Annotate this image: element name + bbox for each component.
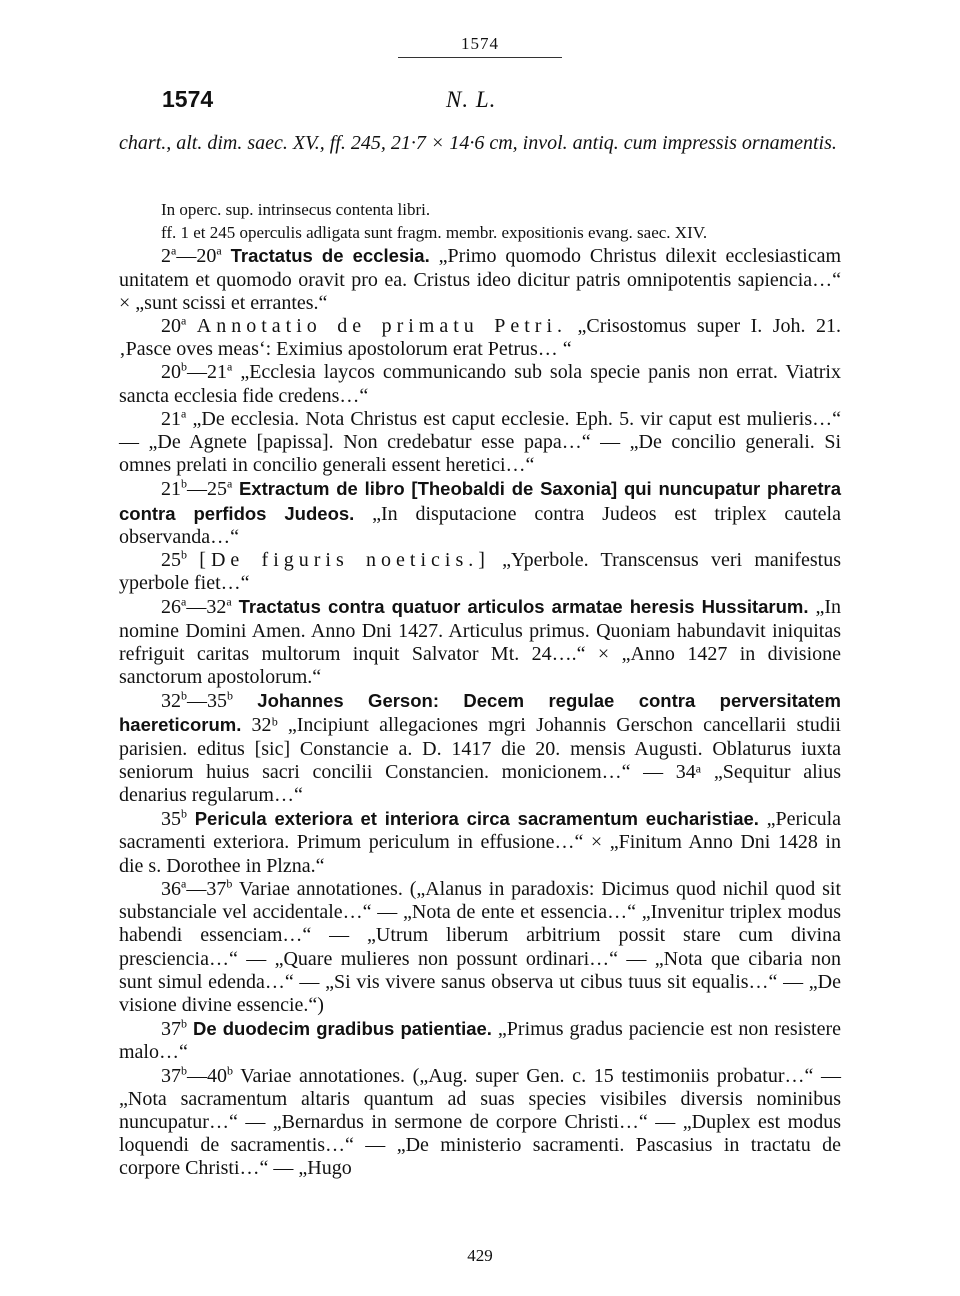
entry-text: „De ecclesia. Nota Christus est caput ecclesie. Eph. 5. vir caput est mulieris…“ — „De Agnete [papissa]. Non credebatur esse papa…“ — „De concilio generali. Si omnes prelati in concilio generali essent heretici…“ <box>119 407 841 477</box>
folio-ref: 35 <box>161 808 181 831</box>
section-title: [De figuris noeticis.] <box>199 549 490 572</box>
folio-side: a <box>181 313 187 328</box>
folio-side: b <box>181 547 187 562</box>
content-entry <box>119 477 841 549</box>
folio-side: a <box>181 876 187 891</box>
content-entry <box>119 361 841 407</box>
section-title: Tractatus contra quatuor articulos armatae heresis Hussitarum. <box>238 596 809 618</box>
folio-side: a <box>216 243 222 258</box>
folio-side: a <box>227 476 233 491</box>
folio-ref: 20 <box>161 315 181 338</box>
folio-side: b <box>227 688 233 703</box>
section-title: Tractatus de ecclesia. <box>230 245 430 267</box>
folio-side: a <box>181 406 187 421</box>
folio-side: a <box>171 243 177 258</box>
entry-text: „Pericula sacramenti exteriora. Primum periculum in effusione…“ × „Finitum Anno Dni 1428 in die s. Dorothee in Plzna.“ <box>119 808 842 877</box>
folio-side: b <box>181 476 187 491</box>
content-entry <box>119 878 841 1017</box>
content-entry <box>119 807 841 878</box>
folio-side: b <box>181 806 187 821</box>
entry-text: Variae annotationes. („Aug. super Gen. c. 15 testimoniis probatur…“ — „Nota sacramentum altaris quantum ad suas species visibiles diversis nominibus nuncupatur…“ — „Bernardus in sermone de corpore Christi…“ — „Duplex est modus loquendi de sacramentis…“ — „De ministerio sacramenti. Pascasius in tractatu de corpore Christi…“ — „Hugo <box>119 1064 841 1180</box>
folio-side: b <box>227 1062 233 1077</box>
folio-side: a <box>181 594 187 609</box>
content-entry <box>119 595 841 689</box>
content-entry <box>119 315 841 361</box>
manuscript-signature: N. L. <box>446 87 497 112</box>
section-title: Johannes Gerson: Decem regulae contra perversitatem haereticorum. <box>119 690 841 736</box>
page-number: 429 <box>467 1246 493 1265</box>
content-entry <box>119 408 841 478</box>
running-head: 1574 <box>461 34 499 53</box>
entry-text: „Crisostomus super I. Joh. 21. ‚Pasce oves meas‘: Eximius apostolorum erat Petrus… “ <box>119 315 841 361</box>
entry-text: „In disputacione contra Judeos est triplex cautela observanda…“ <box>119 502 841 548</box>
entry-body <box>119 198 841 1181</box>
folio-range-end: —20 <box>176 245 217 268</box>
content-entry <box>119 689 841 807</box>
section-title: De duodecim gradibus patientiae. <box>192 1018 492 1040</box>
note-line: ff. 1 et 245 operculis adligata sunt fragm. membr. expositionis evang. saec. XIV. <box>161 223 708 243</box>
folio-ref: 26 <box>161 596 181 619</box>
folio-range-end: —40 <box>187 1064 227 1087</box>
contents-list <box>119 244 841 1180</box>
folio-ref: 37 <box>161 1018 181 1041</box>
content-entry <box>119 549 841 595</box>
content-entry <box>119 1017 841 1064</box>
entry-text: Variae annotationes. („Alanus in paradoxis: Dicimus quod nichil quod sit substanciale vel accidentale…“ — „Nota de ente et essencia…“ „Invenitur triplex modus habendi essenciam…“ — „Utrum liberum arbitrium possit stare cum divina presciencia…“ — „Quare mulieres non possunt ordinari…“ — „Nota que cibaria non sunt simul edenda…“ — „Si vis vivere sanus observa ut cibus tuus sit equalis…“ — „De visione divine essencie.“) <box>119 877 841 1016</box>
content-entry <box>119 1062 841 1181</box>
folio-ref: 2 <box>161 245 171 268</box>
content-entry <box>119 244 841 315</box>
folio-ref: 21 <box>161 478 181 501</box>
folio-ref: 32 <box>161 690 181 713</box>
section-title: Extractum de libro [Theobaldi de Saxonia] qui nuncupatur pharetra contra perfidos Judeos. <box>119 478 842 524</box>
entry-text: „Yperbole. Transcensus veri manifestus yperbole fiet…“ <box>119 549 841 595</box>
folio-ref: 21 <box>161 407 181 430</box>
folio-ref: 37 <box>161 1064 181 1087</box>
physical-description: chart., alt. dim. saec. XV., ff. 245, 21·7 × 14·6 cm, invol. antiq. cum impressis ornamentis. <box>119 132 837 154</box>
section-title: Annotatio de primatu Petri. <box>196 315 568 338</box>
entry-text: „Ecclesia laycos communicando sub sola specie panis non errat. Viatrix sancta ecclesia fide credens…“ <box>119 361 841 407</box>
header-rule <box>398 57 562 58</box>
entry-text: „Primus gradus paciencie est non resistere malo…“ <box>119 1018 841 1064</box>
folio-side: a <box>226 594 232 609</box>
folio-range-end: —25 <box>187 478 227 501</box>
folio-range-end: —32 <box>186 596 227 619</box>
section-title: Pericula exteriora et interiora circa sacramentum eucharistiae. <box>194 808 759 830</box>
folio-side: a <box>227 359 233 374</box>
folio-side: b <box>226 876 233 891</box>
entry-text: 32ᵇ „Incipiunt allegaciones mgri Johannis Gerschon cancellarii studii parisien. editus [sic] Constancie a. D. 1417 die 20. mensis Augusti. Oblaturus iuxta seniorum huius sacri concilii Constancien. monicionem…“ — 34ᵃ „Sequitur alius denarius regularum…“ <box>119 714 841 807</box>
entry-text: „In nomine Domini Amen. Anno Dni 1427. Articulus primus. Quoniam habundavit iniquitas refriguit caritas multorum inquit Salvator Mt. 24….“ × „Anno 1427 in divisione sanctorum apostolorum.“ <box>119 596 842 689</box>
folio-ref: 36 <box>161 877 181 900</box>
folio-ref: 20 <box>161 361 181 384</box>
folio-ref: 25 <box>161 549 181 572</box>
folio-side: b <box>181 359 187 374</box>
folio-range-end: —37 <box>186 877 227 900</box>
folio-range-end: —21 <box>187 361 227 384</box>
folio-side: b <box>181 688 187 703</box>
entry-text: „Primo quomodo Christus dilexit ecclesiasticam unitatem et quomodo oravit pro ea. Cristus ideo dicitur patris omnipotentis sapiencia…“ × „sunt scissi et errantes.“ <box>119 245 842 314</box>
folio-side: b <box>181 1016 187 1031</box>
entry-number: 1574 <box>162 86 214 112</box>
folio-range-end: —35 <box>187 690 227 713</box>
note-line: In operc. sup. intrinsecus contenta libri. <box>161 200 431 219</box>
folio-side: b <box>181 1062 187 1077</box>
